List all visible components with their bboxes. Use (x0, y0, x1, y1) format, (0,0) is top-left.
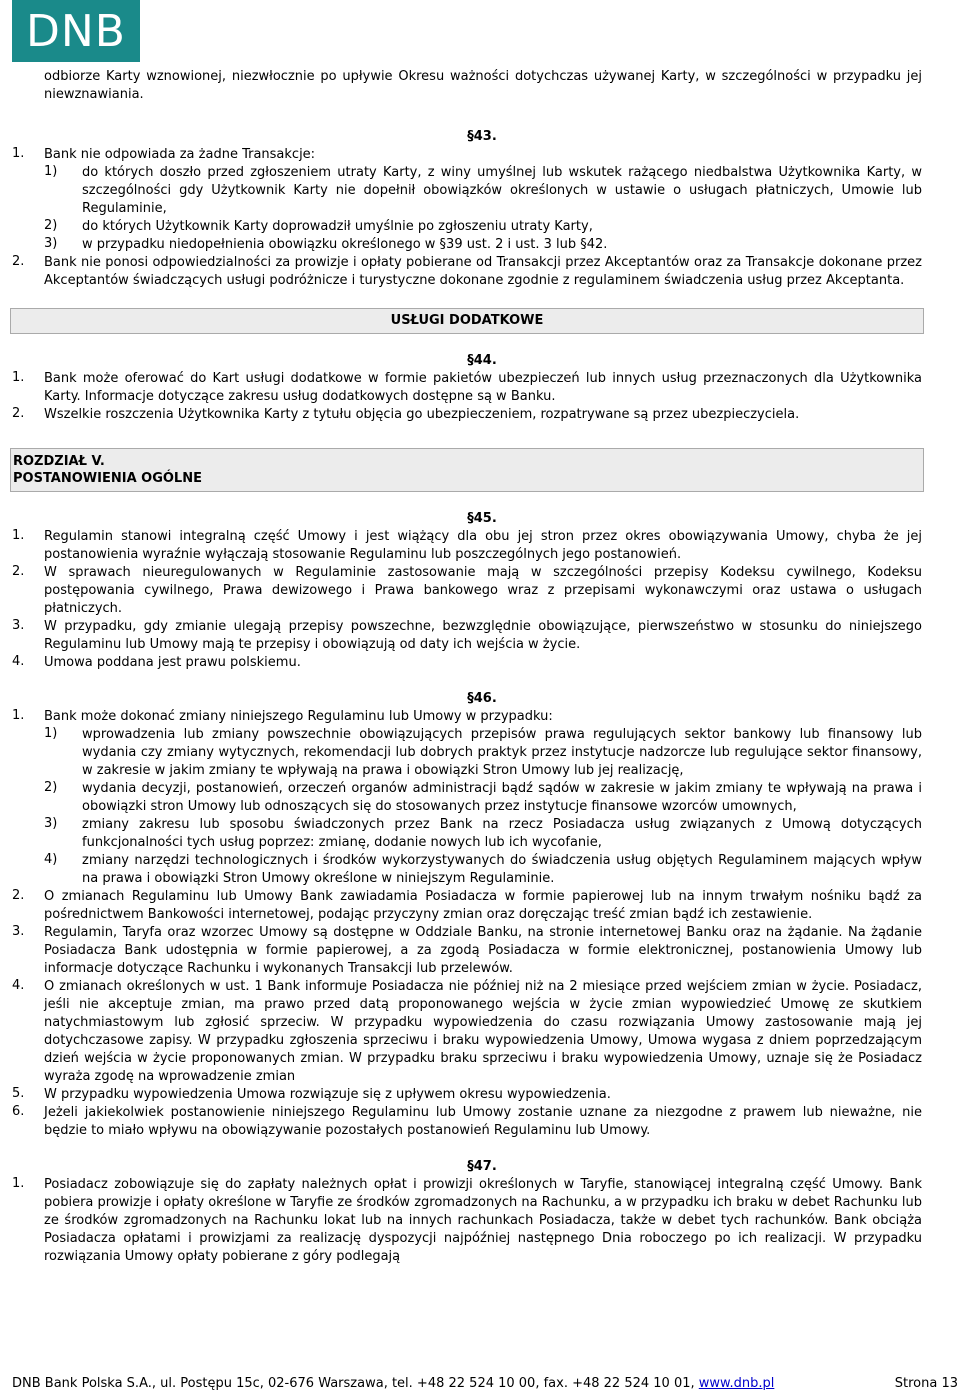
intro-paragraph: odbiorze Karty wznowionej, niezwłocznie po upływie Okresu ważności dotychczas używanej Karty, w szczególności w przypadku jej niewznawiania. (44, 69, 922, 102)
s46-item-4: 4. O zmianach określonych w ust. 1 Bank informuje Posiadacza nie później niż na 2 miesiące przed wejściem zmian w życie. Posiadacz, jeśli nie akceptuje zmian, ma prawo przed datą proponowanego wejścia w życie zmian wypowiedzieć Umowę ze skutkiem natychmiastowym lub zgłosić sprzeciw. W przypadku wypowiedzenia do czasu rozwiązania Umowy zastosowanie mają jej dotychczasowe zapisy. W przypadku zgłoszenia sprzeciwu i braku wypowiedzenia Umowy, Umowa wygasa z dniem poprzedzającym dzień wejścia w życie proponowanych zmian. W przypadku braku sprzeciwu i braku wypowiedzenia Umowy, uznaje się że Posiadacz wyraża zgodę na wprowadzenie zmian (12, 978, 922, 1084)
section-44-title: §44. (467, 353, 497, 368)
footer-address: DNB Bank Polska S.A., ul. Postępu 15c, 02-676 Warszawa, tel. +48 22 524 10 00, fax. +48 22 524 10 01, www.dnb.pl (12, 1376, 775, 1391)
s46-item-2: 2. O zmianach Regulaminu lub Umowy Bank zawiadamia Posiadacza w formie papierowej lub na innym trwałym nośniku bądź za pośrednictwem Bankowości internetowej, podając przyczyny zmian oraz doręczając treść zmian bądź ich zestawienie. (12, 888, 922, 922)
uslugi-dodatkowe-header: USŁUGI DODATKOWE (10, 308, 924, 334)
s43-item-2: 2. Bank nie ponosi odpowiedzialności za prowizje i opłaty pobierane od Transakcji przez Akceptantów oraz za Transakcje dokonane przez Akceptantów świadczących usługi podróżnicze i turystyczne dokonane zgodnie z regulaminem świadczenia usług przez Akceptanta. (12, 254, 922, 288)
section-47-title: §47. (467, 1159, 497, 1174)
s45-item-4: 4. Umowa poddana jest prawu polskiemu. (12, 654, 301, 670)
chapter-number: ROZDZIAŁ V. (13, 454, 105, 469)
s43-item-1: 1. Bank nie odpowiada za żadne Transakcje: (12, 146, 316, 162)
chapter-header (10, 448, 924, 492)
dnb-logo: DNB (12, 0, 140, 62)
s46-item-3: 3. Regulamin, Taryfa oraz wzorzec Umowy są dostępne w Oddziale Banku, na stronie internetowej Banku oraz na żądanie. Na żądanie Posiadacza Bank udostępnia w formie papierowej, a za zgodą Posiadacza w formie elektronicznej, postanowienia Umowy lub informacje dotyczące Rachunku i wykonanych Transakcji lub przelewów. (12, 924, 922, 976)
s46-item-5: 5. W przypadku wypowiedzenia Umowa rozwiązuje się z upływem okresu wypowiedzenia. (12, 1086, 611, 1102)
s43-item-1-1: 1) do których doszło przed zgłoszeniem utraty Karty, z winy umyślnej lub wskutek rażącego niedbalstwa Użytkownika Karty, w szczególności gdy Użytkownik Karty nie dopełnił obowiązków określonych w ustawie o usługach płatniczych, Umowie lub Regulaminie, (44, 164, 922, 216)
s43-item-1-3: 3) w przypadku niedopełnienia obowiązku określonego w §39 ust. 2 i ust. 3 lub §42. (44, 236, 608, 252)
s43-item-1-2: 2) do których Użytkownik Karty doprowadził umyślnie po zgłoszeniu utraty Karty, (44, 218, 593, 234)
page-number: Strona 13 (894, 1376, 958, 1391)
s45-item-3: 3. W przypadku, gdy zmianie ulegają przepisy powszechne, bezwzględnie obowiązujące, pierwszeństwo w stosunku do niniejszego Regulaminu lub Umowy mają te przepisy i obowiązują od daty ich wejścia w życie. (12, 618, 922, 652)
page-footer (12, 1376, 958, 1391)
s45-item-1: 1. Regulamin stanowi integralną część Umowy i jest wiążący dla obu jej stron przez okres obowiązywania Umowy, chyba że jej postanowienia wyraźnie wyłączają stosowanie Regulaminu lub poszczególnych jego postanowień. (12, 528, 922, 562)
section-43-title: §43. (467, 129, 497, 144)
section-46-title: §46. (467, 691, 497, 706)
s46-item-1: 1. Bank może dokonać zmiany niniejszego Regulaminu lub Umowy w przypadku: (12, 708, 553, 724)
s44-item-1: 1. Bank może oferować do Kart usługi dodatkowe w formie pakietów ubezpieczeń lub innych usług przeznaczonych dla Użytkownika Karty. Informacje dotyczące zakresu usług dodatkowych dostępne są w Banku. (12, 370, 922, 404)
s46-item-6: 6. Jeżeli jakiekolwiek postanowienie niniejszego Regulaminu lub Umowy zostanie uznane za niezgodne z prawem lub nieważne, nie będzie to miało wpływu na obowiązywanie pozostałych postanowień Regulaminu lub Umowy. (12, 1104, 922, 1138)
section-45-title: §45. (467, 511, 497, 526)
s44-item-2: 2. Wszelkie roszczenia Użytkownika Karty z tytułu objęcia go ubezpieczeniem, rozpatrywane są przez ubezpieczyciela. (12, 406, 800, 422)
s46-item-1-1: 1) wprowadzenia lub zmiany powszechnie obowiązujących przepisów prawa regulujących sektor bankowy lub finansowy lub wydania czy zmiany wytycznych, rekomendacji lub dobrych praktyk przez instytucje nadzorcze lub regulujące sektor finansowy, w zakresie w jakim zmiany te wpływają na prawa i obowiązki Stron Umowy lub jej realizację, (44, 726, 922, 778)
s45-item-2: 2. W sprawach nieuregulowanych w Regulaminie zastosowanie mają w szczególności przepisy Kodeksu cywilnego, Kodeksu postępowania cywilnego, Prawa dewizowego i Prawa bankowego wraz z przepisami wykonawczymi oraz ustawa o usługach płatniczych. (12, 564, 922, 616)
s46-item-1-2: 2) wydania decyzji, postanowień, orzeczeń organów administracji bądź sądów w zakresie w jakim zmiany te wpływają na prawa i obowiązki stron Umowy lub odnoszących się do stosowanych przez instytucje finansowe wzorców umownych, (44, 780, 922, 814)
s46-item-1-3: 3) zmiany zakresu lub sposobu świadczonych przez Bank na rzecz Posiadacza usług związanych z Umową dotyczących funkcjonalności tych usług poprzez: zmianę, dodanie nowych lub ich wycofanie, (44, 816, 922, 850)
footer-website-link[interactable]: www.dnb.pl (698, 1376, 775, 1391)
s47-item-1: 1. Posiadacz zobowiązuje się do zapłaty należnych opłat i prowizji określonych w Taryfie, stanowiącej integralną część Umowy. Bank pobiera prowizje i opłaty określone w Taryfie ze środków zgromadzonych na Rachunku, a w przypadku ich braku w debet Rachunku lub ze środków zgromadzonych na Rachunku lokat lub na innych rachunkach Posiadacza, także w debet tych rachunków. Bank obciąża Posiadacza opłatami i prowizjami za realizację dyspozycji najpóźniej następnego Dnia roboczego po ich realizacji. W przypadku rozwiązania Umowy opłaty pobierane z góry podlegają (12, 1176, 922, 1264)
chapter-title: POSTANOWIENIA OGÓLNE (13, 471, 202, 486)
document-body (12, 68, 922, 1266)
s46-item-1-4: 4) zmiany narzędzi technologicznych i środków wykorzystywanych do świadczenia usług objętych Regulaminem mających wpływ na prawa i obowiązki Stron Umowy określone w niniejszym Regulaminie. (44, 852, 922, 886)
